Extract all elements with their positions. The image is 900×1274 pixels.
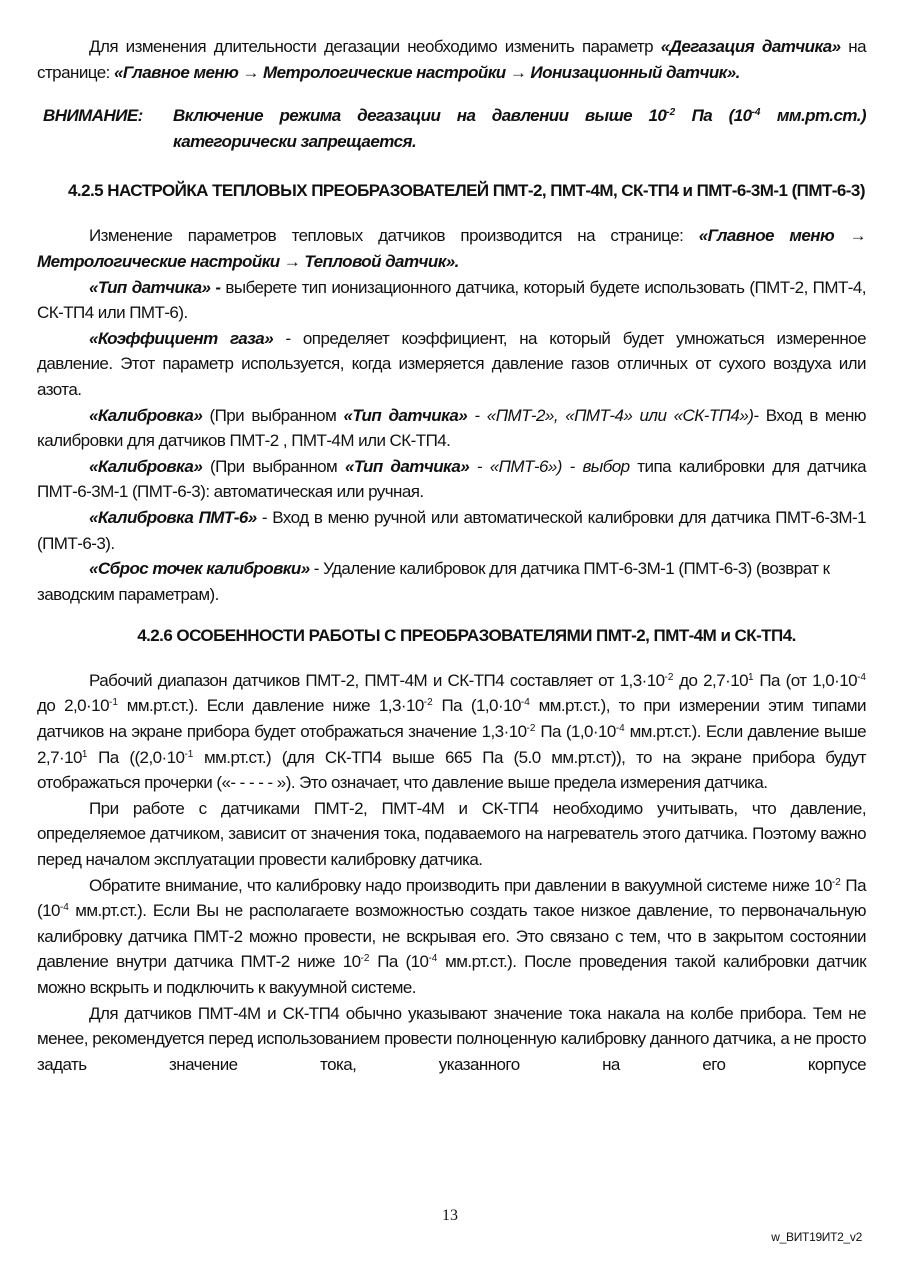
paragraph-current: При работе с датчиками ПМТ-2, ПМТ-4М и СК-ТП4 необходимо учитывать, что давление, определяемое датчиком, зависит от значения тока, подаваемого на нагреватель этого датчика. Поэтому важно перед началом эксплуатации провести калибровку датчика. — [37, 798, 866, 870]
paragraph: Изменение параметров тепловых датчиков производится на странице: «Главное меню → Метрологические настройки → Тепловой датчик». — [37, 226, 866, 271]
document-page — [37, 34, 866, 1077]
paragraph-pmt4m: Для датчиков ПМТ-4М и СК-ТП4 обычно указывают значение тока накала на колбе прибора. Тем не менее, рекомендуется перед использованием провести полноценную калибровку данного датчика, а не просто задать значение тока, указанного на его корпусе — [37, 1003, 866, 1074]
warning-block — [43, 103, 866, 154]
page-number: 13 — [442, 1207, 458, 1224]
paragraph-reset-calibration: «Сброс точек калибровки» - Удаление калибровок для датчика ПМТ-6-3М-1 (ПМТ-6-3) (возврат к заводским параметрам). — [37, 559, 830, 604]
paragraph-sensor-type: «Тип датчика» - выберете тип ионизационного датчика, который будете использовать (ПМТ-2, ПМТ-4, СК-ТП4 или ПМТ-6). — [37, 277, 866, 323]
intro-paragraph: Для изменения длительности дегазации необходимо изменить параметр «Дегазация датчика» на странице: «Главное меню → Метрологические настройки → Ионизационный датчик». — [37, 37, 866, 82]
paragraph-calibration-pmt6: «Калибровка ПМТ-6» - Вход в меню ручной или автоматической калибровки для датчика ПМТ-6-3М-1 (ПМТ-6-3). — [37, 507, 866, 553]
paragraph-attention: Обратите внимание, что калибровку надо производить при давлении в вакуумной системе ниже $10^{-2}$ Па ($10^{-4}$ мм.рт.ст.). Если Вы не располагаете возможностью создать такое низкое давление, то первоначальную калибровку датчика ПМТ-2 можно провести, не вскрывая его. Это связано с тем, что в закрытом состоянии давление внутри датчика ПМТ-2 ниже $10^{-2}$ Па ($10^{-4}$ мм.рт.ст.). После проведения такой калибровки датчик можно вскрыть и подключить к вакуумной системе. — [37, 875, 866, 997]
param-name: «Дегазация датчика» — [660, 37, 841, 56]
document-id: w_ВИТ19ИТ2_v2 — [771, 1230, 862, 1244]
paragraph-range: Рабочий диапазон датчиков ПМТ-2, ПМТ-4М и СК-ТП4 составляет от $1,3\cdot 10^{-2}$ до $2,7\cdot 10^1$ Па (от $1,0\cdot 10^{-4}$ до $2,0\cdot 10^{-1}$ мм.рт.ст.). Если давление ниже $1,3\cdot 10^{-2}$ Па ($1,0\cdot 10^{-4}$ мм.рт.ст.), то при измерении этим типами датчиков на экране прибора будет отображаться значение $1,3\cdot 10^{-2}$ Па ($1,0\cdot 10^{-4}$ мм.рт.ст.). Если давление выше $2,7\cdot 10^1$ Па (($2,0\cdot 10^{-1}$ мм.рт.ст.) (для СК-ТП4 выше 665 Па (5.0 мм.рт.ст)), то на экране прибора будут отображаться прочерки («- - - - - »). Это означает, что давление выше предела измерения датчика. — [37, 670, 867, 793]
section-heading-4-2-5: 4.2.5 НАСТРОЙКА ТЕПЛОВЫХ ПРЕОБРАЗОВАТЕЛЕЙ ПМТ-2, ПМТ-4М, СК-ТП4 и ПМТ-6-3М-1 (ПМТ-6-3) — [68, 181, 865, 201]
warning-label: ВНИМАНИЕ: — [43, 106, 143, 126]
paragraph-calibration: «Калибровка» (При выбранном «Тип датчика» - «ПМТ-2», «ПМТ-4» или «СК-ТП4»)- Вход в меню калибровки для датчиков ПМТ-2 , ПМТ-4М или СК-ТП4. — [37, 405, 866, 451]
section-heading-4-2-6: 4.2.6 ОСОБЕННОСТИ РАБОТЫ С ПРЕОБРАЗОВАТЕЛЯМИ ПМТ-2, ПМТ-4М и СК-ТП4. — [137, 626, 796, 646]
menu-path: «Главное меню → Метрологические настройки → Ионизационный датчик». — [114, 62, 740, 82]
warning-text: Включение режима дегазации на давлении выше $10^{-2}$ Па ($10^{-4}$ мм.рт.ст.) категорически запрещается. — [173, 106, 866, 151]
paragraph-calibration-pmt6-type: «Калибровка» (При выбранном «Тип датчика» - «ПМТ-6») - выбор типа калибровки для датчика ПМТ-6-3М-1 (ПМТ-6-3): автоматическая или ручная. — [37, 456, 866, 502]
paragraph-gas-coefficient: «Коэффициент газа» - определяет коэффициент, на который будет умножаться измеренное давление. Этот параметр используется, когда измеряется давление газов отличных от сухого воздуха или азота. — [37, 328, 866, 399]
